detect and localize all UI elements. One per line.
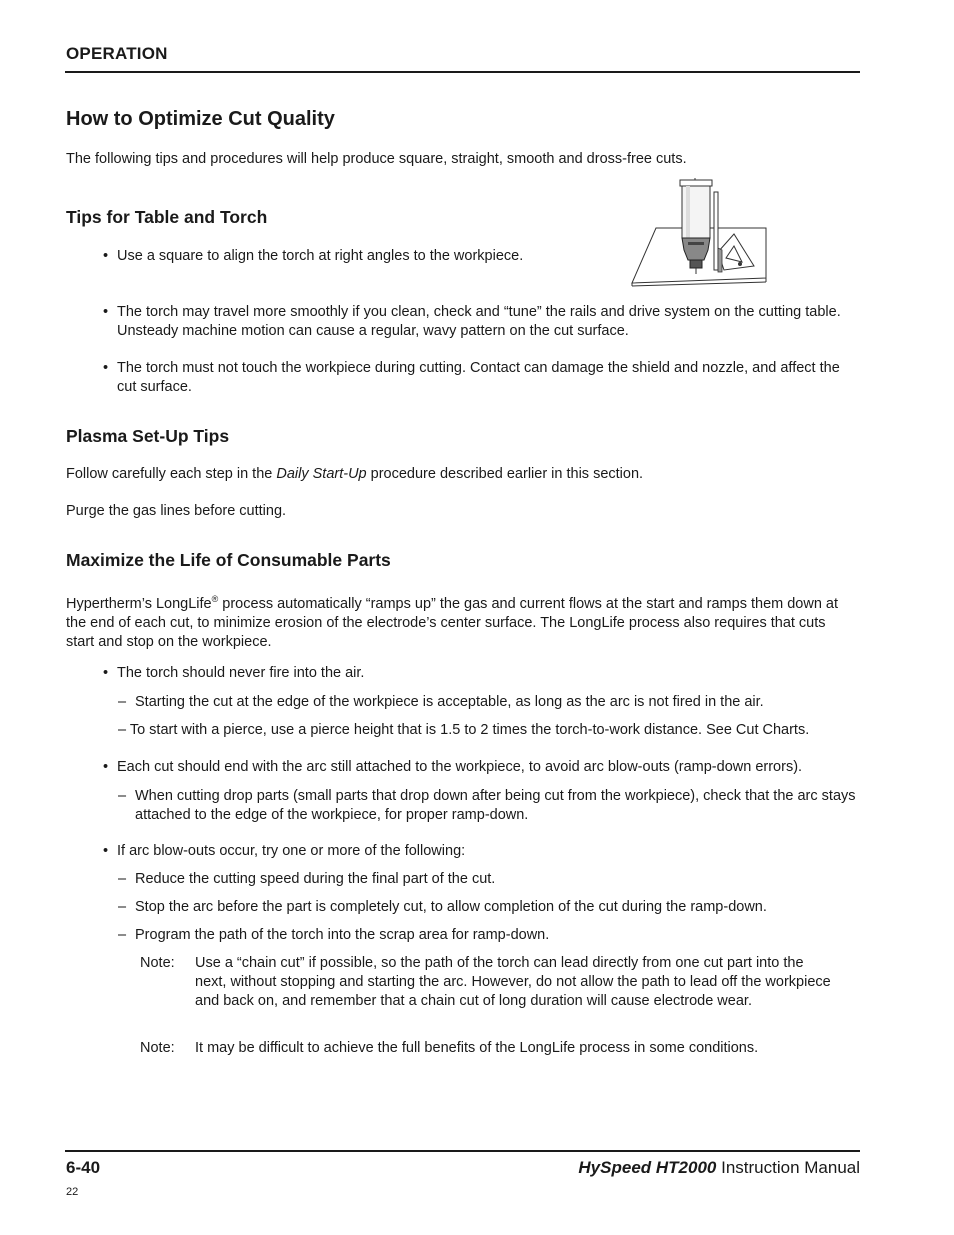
list-item-text: The torch should never fire into the air. xyxy=(117,665,365,681)
dash-marker: – xyxy=(118,927,127,943)
intro-paragraph: The following tips and procedures will help produce square, straight, smooth and dross-free cuts. xyxy=(66,151,687,167)
list-item xyxy=(103,247,617,266)
plasma-p1-text-end: procedure described earlier in this section. xyxy=(366,466,644,482)
sub-list-item xyxy=(118,721,878,740)
note-label: Note: xyxy=(140,955,175,971)
footer-manual-title xyxy=(578,1158,860,1178)
note-text: It may be difficult to achieve the full benefits of the LongLife process in some conditions. xyxy=(195,1040,759,1056)
dash-marker: – xyxy=(118,899,127,915)
sub-list-item-text: Stop the arc before the part is completely cut, to allow completion of the cut during the ramp-down. xyxy=(135,899,767,915)
list-item-text: The torch must not touch the workpiece during cutting. Contact can damage the shield and nozzle, and affect the cut surface. xyxy=(117,360,840,395)
torch-square-illustration xyxy=(628,178,770,288)
plasma-setup-heading: Plasma Set-Up Tips xyxy=(66,426,230,446)
plasma-paragraph-1 xyxy=(66,465,856,484)
sub-list-item xyxy=(118,870,857,889)
page-title: How to Optimize Cut Quality xyxy=(66,108,335,130)
list-item xyxy=(103,359,857,397)
daily-startup-reference: Daily Start-Up xyxy=(276,466,367,482)
sub-list-item xyxy=(118,787,857,825)
bullet-marker: • xyxy=(103,665,109,681)
sub-list-item-text: Program the path of the torch into the scrap area for ramp-down. xyxy=(135,927,550,943)
list-item xyxy=(103,758,867,777)
header-rule xyxy=(65,71,860,73)
sub-list-item xyxy=(118,898,857,917)
note-text: Use a “chain cut” if possible, so the path of the torch can lead directly from one cut part into the next, without stopping and starting the arc. However, do not allow the path to lead off the workpiece and back on, and remember that a chain cut of long duration will cause electrode wear. xyxy=(195,955,831,1009)
sub-list-item-text: When cutting drop parts (small parts that drop down after being cut from the workpiece), check that the arc stays attached to the edge of the workpiece, for proper ramp-down. xyxy=(135,788,856,823)
bullet-marker: • xyxy=(103,843,109,859)
dash-marker: – xyxy=(118,694,127,710)
list-item-text: Each cut should end with the arc still attached to the workpiece, to avoid arc blow-outs (ramp-down errors). xyxy=(117,759,803,775)
manual-label: Instruction Manual xyxy=(721,1158,860,1177)
sub-list-item-text: Reduce the cutting speed during the final part of the cut. xyxy=(135,871,496,887)
list-item-text: The torch may travel more smoothly if you clean, check and “tune” the rails and drive system on the cutting table. Unsteady machine motion can cause a regular, wavy pattern on the cut surface. xyxy=(117,304,841,339)
footer-rule xyxy=(65,1150,860,1152)
sub-list-item-text: Starting the cut at the edge of the workpiece is acceptable, as long as the arc is not fired in the air. xyxy=(135,694,764,710)
dash-marker: – xyxy=(118,788,127,804)
bullet-marker: • xyxy=(103,360,109,376)
list-item xyxy=(103,303,857,341)
sub-list-item-text: – To start with a pierce, use a pierce height that is 1.5 to 2 times the torch-to-work distance. See Cut Charts. xyxy=(118,722,810,738)
bullet-marker: • xyxy=(103,304,109,320)
list-item xyxy=(103,664,857,683)
dash-marker: – xyxy=(118,871,127,887)
consumables-intro-text: Hypertherm’s LongLife xyxy=(66,595,212,612)
list-item-text: If arc blow-outs occur, try one or more of the following: xyxy=(117,843,466,859)
sub-list-item xyxy=(118,693,857,712)
list-item xyxy=(103,842,857,861)
sheet-number: 22 xyxy=(66,1186,79,1198)
consumables-heading: Maximize the Life of Consumable Parts xyxy=(66,550,391,570)
consumables-intro xyxy=(66,590,856,652)
section-header: OPERATION xyxy=(66,44,168,63)
plasma-paragraph-2: Purge the gas lines before cutting. xyxy=(66,503,287,519)
consumables-intro-text-end: process automatically “ramps up” the gas and current flows at the start and ramps them down at the end of each cut, to minimize erosion of the electrode’s center surface. The LongLife process also requires that cuts start and stop on the workpiece. xyxy=(66,595,839,650)
bullet-marker: • xyxy=(103,248,109,264)
list-item-text: Use a square to align the torch at right angles to the workpiece. xyxy=(117,248,524,264)
page-number: 6-40 xyxy=(66,1158,101,1177)
note-label: Note: xyxy=(140,1040,175,1056)
sub-list-item xyxy=(118,926,857,945)
registered-mark: ® xyxy=(211,594,219,604)
bullet-marker: • xyxy=(103,759,109,775)
tips-table-torch-heading: Tips for Table and Torch xyxy=(66,207,268,227)
product-brand: HySpeed HT2000 xyxy=(578,1158,717,1177)
plasma-p1-text: Follow carefully each step in the xyxy=(66,466,277,482)
